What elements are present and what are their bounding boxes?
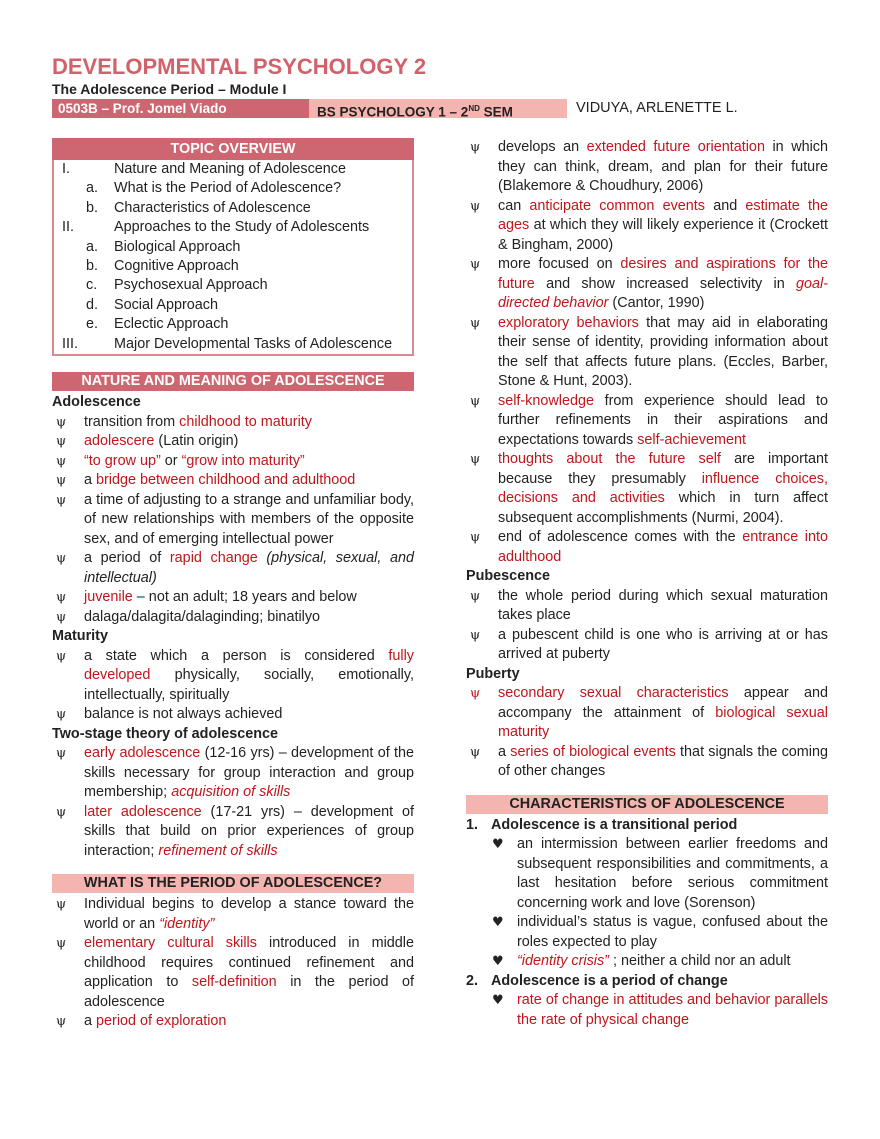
toc-item — [54, 315, 412, 334]
bullet-text — [498, 197, 828, 256]
text-segment: “identity” — [159, 915, 215, 932]
section-professor-bar: 0503B – Prof. Jomel Viado — [52, 99, 309, 118]
text-segment: secondary sexual characteristics — [498, 685, 729, 701]
toc-item-label: Characteristics of Adolescence — [114, 199, 311, 216]
bullet-text — [84, 895, 414, 934]
text-segment: extended future orientation — [586, 139, 765, 155]
bullet-item — [52, 452, 414, 472]
text-segment: “to grow up” — [84, 452, 161, 469]
psi-bullet-icon: ψ — [56, 609, 67, 625]
subheading: Adolescence — [52, 394, 141, 411]
text-segment: anticipate common events — [529, 197, 705, 214]
bullet-item — [52, 803, 414, 862]
heart-bullet-icon: ♥ — [492, 954, 504, 969]
text-segment: more focused on — [498, 256, 621, 272]
bullet-text — [498, 684, 828, 743]
bullet-item — [52, 608, 414, 628]
toc-item — [54, 238, 412, 257]
text-segment: ; neither a child nor an adult — [608, 953, 791, 969]
text-segment: Individual begins to develop a stance toward the world or an — [84, 896, 414, 932]
text-segment: (physical, sexual, and intellectual) — [84, 550, 414, 586]
bullet-item — [466, 952, 828, 972]
topic-overview-title: TOPIC OVERVIEW — [52, 138, 414, 160]
toc-item-label: Psychosexual Approach — [114, 277, 268, 294]
bullet-item — [466, 626, 828, 665]
bullet-text — [498, 392, 828, 451]
topic-overview-box — [52, 138, 414, 356]
bullet-text — [498, 587, 828, 626]
text-segment: and — [705, 197, 746, 214]
bullet-item — [52, 588, 414, 608]
bullet-text — [84, 803, 414, 862]
psi-bullet-icon: ψ — [56, 590, 67, 606]
text-segment: (Latin origin) — [154, 433, 239, 450]
text-segment: adolescere — [84, 433, 155, 450]
heart-bullet-icon: ♥ — [492, 993, 504, 1008]
toc-item — [54, 179, 412, 198]
toc-item-number: I. — [62, 161, 70, 177]
bullet-item — [466, 587, 828, 626]
toc-item — [54, 276, 412, 295]
bullet-item — [52, 549, 414, 588]
text-segment: entrance into adulthood — [498, 529, 828, 565]
psi-bullet-icon: ψ — [56, 551, 67, 567]
spacer — [466, 782, 828, 793]
psi-bullet-icon: ψ — [470, 530, 481, 545]
psi-bullet-icon: ψ — [56, 434, 67, 450]
text-segment: a period of — [84, 550, 170, 567]
psi-bullet-icon: ψ — [470, 140, 481, 155]
bullet-item — [466, 197, 828, 256]
toc-item-label: Approaches to the Study of Adolescents — [114, 219, 370, 236]
bullet-item — [466, 528, 828, 567]
bullet-item — [52, 744, 414, 803]
psi-bullet-icon: ψ — [470, 198, 481, 214]
module-subtitle: The Adolescence Period – Module I — [52, 81, 287, 97]
course-bar — [309, 99, 567, 118]
text-segment: elementary cultural skills — [84, 935, 257, 952]
text-segment: self-definition — [191, 974, 277, 991]
text-segment: that signals the coming of other changes — [498, 743, 828, 779]
text-segment: acquisition of skills — [171, 784, 291, 801]
bullet-item — [466, 835, 828, 913]
item-number: 1. — [466, 816, 479, 833]
toc-item-number: d. — [86, 296, 99, 313]
item-heading: Adolescence is a period of change — [491, 972, 728, 989]
psi-bullet-icon: ψ — [470, 627, 481, 643]
text-segment: desires and aspirations for the future — [498, 256, 828, 292]
toc-item — [54, 160, 412, 179]
text-segment: a — [84, 1013, 97, 1030]
text-segment: exploratory behaviors — [498, 314, 639, 331]
bullet-item — [466, 138, 828, 197]
bullet-text — [84, 934, 414, 1012]
text-segment: are important because they presumably — [498, 451, 828, 487]
text-segment: dalaga/dalagita/dalaginding; binatilyo — [84, 608, 321, 625]
bullet-item — [52, 705, 414, 725]
text-segment: a — [84, 472, 97, 489]
subheading: Pubescence — [466, 568, 550, 584]
text-segment: introduced in middle childhood requires continued refinement and application to — [84, 935, 414, 991]
text-segment: in which they can think, dream, and plan for their future (Blakemore & Choudhury, 2006) — [498, 139, 828, 194]
toc-item — [54, 199, 412, 218]
bullet-text — [517, 913, 828, 952]
course-end: SEM — [479, 104, 513, 120]
bullet-text — [84, 432, 414, 452]
toc-item-number: b. — [86, 258, 99, 275]
course-label: BS PSYCHOLOGY 1 – 2 — [317, 104, 469, 120]
text-segment: “grow into maturity” — [181, 452, 305, 469]
bullet-text — [84, 413, 414, 433]
text-segment: “identity crisis” — [517, 953, 609, 969]
psi-bullet-icon: ψ — [470, 744, 481, 760]
toc-item-number: a. — [86, 180, 99, 197]
bullet-text — [498, 743, 828, 782]
toc-item-number: b. — [86, 199, 99, 216]
text-segment: fully developed — [84, 647, 414, 684]
bullet-item — [52, 491, 414, 550]
text-segment: or — [160, 452, 182, 469]
bullet-text — [498, 450, 828, 528]
subheading: Two-stage theory of adolescence — [52, 725, 279, 742]
text-segment: (Cantor, 1990) — [608, 295, 705, 311]
heart-bullet-icon: ♥ — [492, 915, 504, 930]
text-segment: refinement of skills — [158, 842, 278, 859]
text-segment: balance is not always achieved — [84, 706, 283, 723]
toc-item-number: a. — [86, 238, 99, 255]
text-segment: self-achievement — [637, 431, 746, 448]
section-header: NATURE AND MEANING OF ADOLESCENCE — [52, 372, 414, 391]
toc-item — [54, 257, 412, 276]
text-segment: a time of adjusting to a strange and unfamiliar body, of new relationships with members of the opposite sex, and of emerging intellectual power — [84, 491, 414, 547]
psi-bullet-icon: ψ — [56, 648, 67, 664]
student-name: VIDUYA, ARLENETTE L. — [576, 100, 738, 116]
bullet-text — [84, 588, 414, 608]
bullet-item — [466, 913, 828, 952]
toc-item-number: c. — [86, 277, 98, 294]
bullet-item — [52, 647, 414, 706]
bullet-text — [84, 471, 414, 491]
bullet-text — [498, 314, 828, 392]
text-segment: goal-directed behavior — [498, 275, 828, 311]
bullet-text — [498, 255, 828, 314]
toc-item-label: What is the Period of Adolescence? — [114, 180, 342, 197]
text-segment: early adolescence — [84, 745, 201, 762]
text-segment: rate of change in attitudes and behavior parallels the rate of physical change — [517, 992, 828, 1028]
text-segment: develops an — [498, 139, 587, 155]
text-segment: can — [498, 197, 530, 214]
bullet-text — [84, 647, 414, 706]
text-segment: (17-21 yrs) – development of skills that build on prior experiences of group interaction; — [84, 803, 414, 859]
bullet-text — [517, 991, 828, 1030]
document-title: DEVELOPMENTAL PSYCHOLOGY 2 — [52, 54, 427, 79]
text-segment: (12-16 yrs) – development of the skills necessary for group interaction and group membership; — [84, 745, 414, 801]
text-segment: the whole period during which sexual maturation takes place — [498, 587, 828, 623]
text-segment: and show increased selectivity in — [534, 275, 796, 292]
text-segment: appear and accompany the attainment of — [498, 685, 828, 721]
text-segment: a state which a person is considered — [84, 647, 389, 664]
text-segment: at which they will likely experience it (Crockett & Bingham, 2000) — [498, 217, 828, 253]
text-segment: biological sexual maturity — [498, 704, 828, 740]
bullet-item — [52, 934, 414, 1012]
text-segment: juvenile — [84, 589, 133, 606]
bullet-text — [517, 835, 828, 913]
bullet-text — [498, 528, 828, 567]
bullet-item — [52, 413, 414, 433]
psi-bullet-icon: ψ — [56, 746, 67, 762]
bullet-text — [498, 626, 828, 665]
psi-bullet-icon: ψ — [470, 393, 481, 409]
toc-item — [54, 296, 412, 315]
bullet-item — [466, 743, 828, 782]
text-segment: physically, socially, emotionally, intellectually, spiritually — [84, 667, 414, 703]
psi-bullet-icon: ψ — [56, 473, 67, 489]
bullet-item — [466, 255, 828, 314]
text-segment: individual’s status is vague, confused about the roles expected to play — [517, 914, 828, 950]
psi-bullet-icon: ψ — [470, 452, 481, 467]
left-column — [52, 138, 414, 1032]
bullet-item — [52, 432, 414, 452]
toc-item-label: Social Approach — [114, 296, 219, 313]
text-segment: self-knowledge — [498, 392, 594, 409]
item-heading: Adolescence is a transitional period — [491, 816, 738, 833]
toc-item — [54, 335, 412, 354]
bullet-text — [84, 705, 414, 725]
bullet-item — [466, 991, 828, 1030]
text-segment: influence choices, decisions and activities — [498, 470, 828, 506]
text-segment: bridge between childhood and adulthood — [96, 472, 356, 489]
psi-bullet-icon: ψ — [56, 936, 67, 952]
psi-bullet-icon: ψ — [470, 686, 481, 701]
bullet-text — [84, 491, 414, 550]
bullet-text — [84, 549, 414, 588]
subheading: Maturity — [52, 628, 108, 645]
bullet-text — [84, 452, 414, 472]
bullet-item — [52, 471, 414, 491]
text-segment: transition from — [84, 413, 180, 430]
spacer — [52, 861, 414, 872]
psi-bullet-icon: ψ — [56, 453, 67, 469]
psi-bullet-icon: ψ — [470, 315, 481, 331]
bullet-text — [517, 952, 828, 972]
text-segment: later adolescence — [84, 803, 202, 820]
text-segment: series of biological events — [510, 743, 676, 760]
text-segment: a pubescent child is one who is arriving at or has arrived at puberty — [498, 626, 828, 662]
toc-item-number: e. — [86, 316, 99, 333]
bullet-item — [52, 1012, 414, 1032]
toc-item-number: III. — [62, 335, 78, 352]
bullet-text — [84, 744, 414, 803]
bullet-item — [466, 684, 828, 743]
text-segment: childhood to maturity — [179, 413, 312, 430]
item-number: 2. — [466, 972, 479, 989]
text-segment: that may aid in elaborating their sense of identity, providing information about the self that affects future plans. (Eccles, Barber, Stone & Hunt, 2003). — [498, 314, 828, 389]
bullet-text — [84, 1012, 414, 1032]
psi-bullet-icon: ψ — [56, 707, 67, 723]
text-segment: a — [498, 743, 511, 760]
bullet-item — [466, 314, 828, 392]
subheading: Puberty — [466, 665, 520, 682]
text-segment: end of adolescence comes with the — [498, 529, 743, 545]
heart-bullet-icon: ♥ — [492, 837, 504, 852]
toc-item-number: II. — [62, 219, 74, 236]
course-sup: ND — [468, 104, 480, 113]
toc-item-label: Nature and Meaning of Adolescence — [114, 161, 347, 177]
psi-bullet-icon: ψ — [56, 897, 67, 913]
text-segment: estimate the ages — [498, 197, 829, 233]
bullet-item — [466, 392, 828, 451]
bullet-item — [466, 450, 828, 528]
psi-bullet-icon: ψ — [56, 1014, 67, 1030]
right-column — [466, 138, 828, 1030]
psi-bullet-icon: ψ — [56, 804, 67, 820]
numbered-heading — [466, 972, 828, 992]
toc-item-label: Major Developmental Tasks of Adolescence — [114, 335, 393, 352]
bullet-text — [84, 608, 414, 628]
toc-item-label: Eclectic Approach — [114, 316, 229, 333]
text-segment: from experience should lead to further refinements in their aspirations and expectations towards — [498, 392, 828, 448]
text-segment: rapid change — [169, 550, 258, 567]
section-header: CHARACTERISTICS OF ADOLESCENCE — [466, 795, 828, 814]
psi-bullet-icon: ψ — [56, 492, 67, 508]
toc-item-label: Cognitive Approach — [114, 258, 239, 275]
bullet-text — [498, 138, 828, 197]
text-segment: in the period of adolescence — [84, 974, 414, 1010]
psi-bullet-icon: ψ — [56, 414, 67, 430]
section-header: WHAT IS THE PERIOD OF ADOLESCENCE? — [52, 874, 414, 893]
numbered-heading — [466, 816, 828, 836]
text-segment: – not an adult; 18 years and below — [132, 589, 357, 606]
toc-item-label: Biological Approach — [114, 238, 241, 255]
toc-item — [54, 218, 412, 237]
text-segment: which in turn affect subsequent accomplishments (Nurmi, 2004). — [498, 490, 829, 526]
text-segment: period of exploration — [96, 1013, 227, 1030]
psi-bullet-icon: ψ — [470, 257, 481, 272]
text-segment: thoughts about the future self — [498, 451, 721, 467]
psi-bullet-icon: ψ — [470, 588, 481, 604]
text-segment: an intermission between earlier freedoms and subsequent responsibilities and commitments, a last hesitation before serious commitment concerning work and love (Sorenson) — [517, 836, 828, 911]
bullet-item — [52, 895, 414, 934]
